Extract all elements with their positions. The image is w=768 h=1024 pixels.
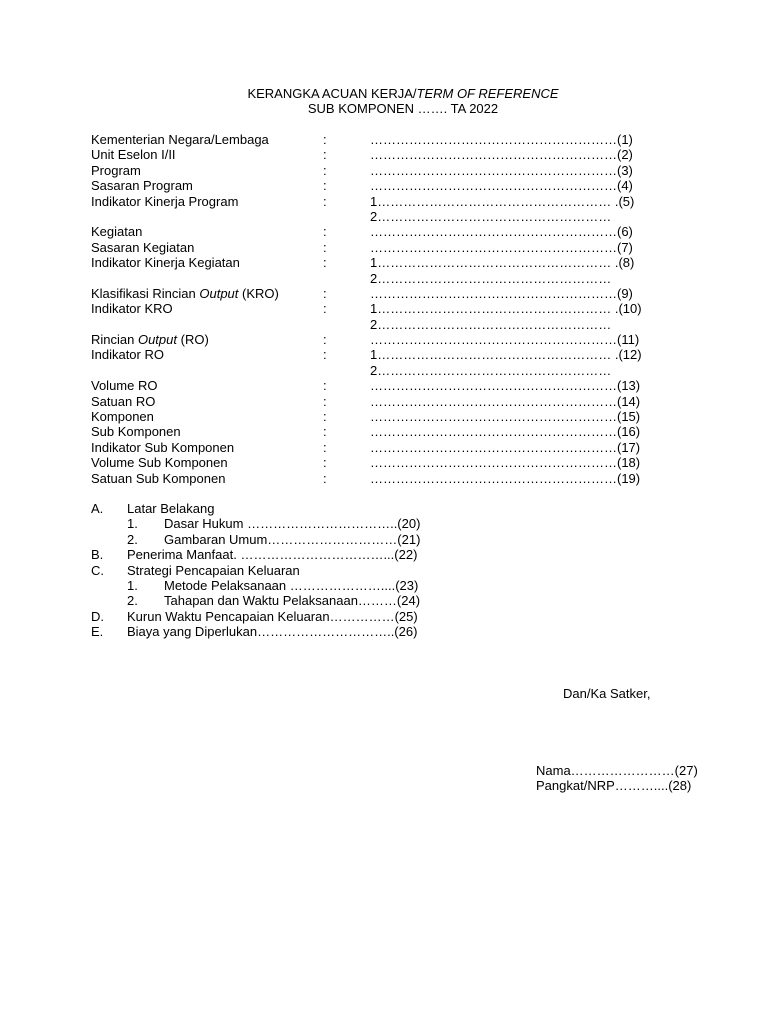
field-colon: : — [323, 393, 327, 409]
field-label: Satuan RO — [91, 393, 156, 409]
field-value: 1……………………………………………… .(10) — [370, 301, 642, 317]
field-value: …………………………………………………(14) — [370, 393, 641, 409]
field-label: Indikator RO — [91, 347, 164, 363]
field-value: 2……………………………………………… — [370, 208, 612, 224]
field-label — [91, 286, 279, 301]
field-value: 1……………………………………………… .(8) — [370, 255, 635, 271]
section-text: Penerima Manfaat. ……………………………...(22) — [127, 547, 418, 563]
field-value: …………………………………………………(16) — [370, 424, 641, 440]
field-label-italic: Output — [137, 332, 177, 348]
field-label-post: (RO) — [177, 332, 209, 348]
section-text: Dasar Hukum ……………………………..(20) — [164, 516, 421, 532]
field-value: …………………………………………………(15) — [370, 409, 641, 425]
field-label-pre: Klasifikasi Rincian — [91, 285, 200, 301]
section-text: Gambaran Umum…………………………(21) — [164, 531, 421, 547]
field-value: …………………………………………………(4) — [370, 178, 633, 194]
field-value: 1……………………………………………… .(12) — [370, 347, 642, 363]
field-label: Volume RO — [91, 378, 158, 394]
section-marker: 1. — [127, 577, 138, 593]
field-colon: : — [323, 239, 327, 255]
signature-rank: Pangkat/NRP………....(28) — [536, 778, 692, 794]
section-marker: 2. — [127, 593, 138, 609]
field-value: 2……………………………………………… — [370, 362, 612, 378]
field-value: …………………………………………………(19) — [370, 470, 641, 486]
field-label: Volume Sub Komponen — [91, 455, 228, 471]
section-text: Metode Pelaksanaan …………………....(23) — [164, 577, 419, 593]
section-marker: B. — [91, 547, 104, 563]
field-value: …………………………………………………(11) — [370, 332, 640, 348]
field-label: Program — [91, 162, 141, 178]
field-label-pre: Rincian — [91, 332, 138, 348]
document-title — [0, 86, 768, 117]
section-marker: 2. — [127, 531, 138, 547]
field-value: …………………………………………………(2) — [370, 147, 633, 163]
field-colon: : — [323, 347, 327, 363]
title-line-1: KERANGKA ACUAN KERJA/TERM OF REFERENCE — [247, 86, 559, 101]
field-label: Indikator Sub Komponen — [91, 439, 235, 455]
signature-block — [536, 763, 698, 794]
field-label: Satuan Sub Komponen — [91, 470, 226, 486]
section-text: Biaya yang Diperlukan…………………………..(26) — [127, 624, 418, 640]
title-line-2: SUB KOMPONEN ……. TA 2022 — [307, 101, 499, 117]
field-colon: : — [323, 470, 327, 486]
section-marker: A. — [91, 501, 104, 516]
field-value: 1……………………………………………… .(5) — [370, 193, 635, 209]
field-colon: : — [323, 224, 327, 240]
field-value: …………………………………………………(6) — [370, 224, 633, 240]
section-marker: E. — [91, 624, 104, 640]
section-marker: 1. — [127, 516, 138, 532]
field-value: …………………………………………………(18) — [370, 455, 641, 471]
field-label-post: (KRO) — [238, 285, 279, 301]
field-value: 2……………………………………………… — [370, 316, 612, 332]
field-value: …………………………………………………(9) — [370, 285, 633, 301]
field-colon: : — [323, 147, 327, 163]
field-value: 2……………………………………………… — [370, 270, 612, 286]
section-marker: C. — [91, 562, 104, 578]
field-value: …………………………………………………(13) — [370, 378, 641, 394]
field-value: …………………………………………………(17) — [370, 439, 641, 455]
field-colon: : — [323, 301, 327, 317]
field-colon: : — [323, 332, 327, 348]
field-colon: : — [323, 378, 327, 394]
field-label-italic: Output — [199, 285, 239, 301]
section-marker: D. — [91, 608, 104, 624]
field-colon: : — [323, 132, 327, 147]
field-label — [91, 332, 209, 347]
field-colon: : — [323, 193, 327, 209]
field-colon: : — [323, 162, 327, 178]
field-label: Unit Eselon I/II — [91, 147, 176, 163]
field-colon: : — [323, 424, 327, 440]
field-label: Indikator KRO — [91, 301, 173, 317]
field-label: Sasaran Kegiatan — [91, 239, 195, 255]
signature-title: Dan/Ka Satker, — [563, 686, 651, 701]
field-colon: : — [323, 285, 327, 301]
field-label: Sasaran Program — [91, 178, 193, 194]
section-text: Strategi Pencapaian Keluaran — [127, 562, 300, 578]
field-value: …………………………………………………(7) — [370, 239, 633, 255]
signature-name: Nama……………………(27) — [536, 763, 698, 778]
section-text: Latar Belakang — [127, 501, 215, 516]
field-colon: : — [323, 409, 327, 425]
field-label: Sub Komponen — [91, 424, 181, 440]
field-colon: : — [323, 439, 327, 455]
field-colon: : — [323, 255, 327, 271]
section-text: Kurun Waktu Pencapaian Keluaran……………(25) — [127, 608, 418, 624]
field-colon: : — [323, 178, 327, 194]
section-text: Tahapan dan Waktu Pelaksanaan………(24) — [164, 593, 421, 609]
field-label: Indikator Kinerja Kegiatan — [91, 255, 240, 271]
field-colon: : — [323, 455, 327, 471]
field-label: Kementerian Negara/Lembaga — [91, 132, 269, 147]
field-label: Indikator Kinerja Program — [91, 193, 239, 209]
field-label: Komponen — [91, 409, 154, 425]
field-value: …………………………………………………(3) — [370, 162, 633, 178]
field-value: …………………………………………………(1) — [370, 132, 633, 147]
field-label: Kegiatan — [91, 224, 143, 240]
title-italic: TERM OF REFERENCE — [416, 86, 559, 101]
